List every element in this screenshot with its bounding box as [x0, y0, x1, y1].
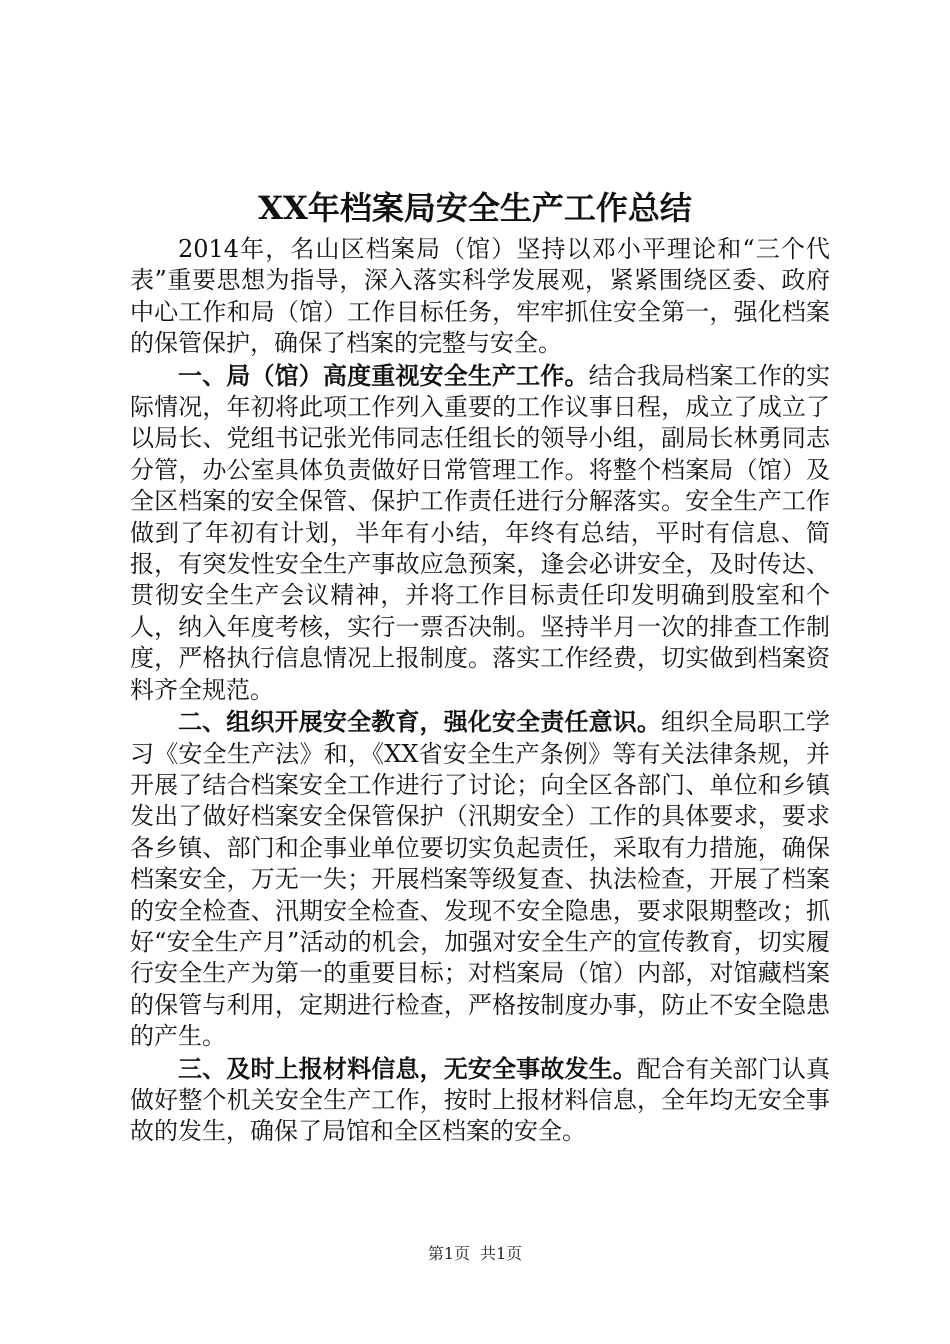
page-total: 共1页 — [480, 1244, 523, 1263]
page-footer — [0, 1243, 950, 1265]
paragraph-section-3 — [130, 1053, 830, 1148]
paragraph-intro — [130, 233, 830, 360]
paragraph-text: 2014年，名山区档案局（馆）坚持以邓小平理论和“三个代表”重要思想为指导，深入落实科学发展观，紧紧围绕区委、政府中心工作和局（馆）工作目标任务，牢牢抓住安全第一，强化档案的保管保护，确保了档案的完整与安全。 — [130, 235, 830, 358]
section-heading: 一、局（馆）高度重视安全生产工作。 — [178, 360, 589, 390]
document-body — [130, 233, 830, 1148]
section-heading: 二、组织开展安全教育，强化安全责任意识。 — [178, 707, 662, 737]
paragraph-section-1 — [130, 360, 830, 706]
document-title: XX年档案局安全生产工作总结 — [258, 189, 692, 227]
page-number: 第1页 — [427, 1244, 470, 1263]
paragraph-text: 配合有关部门认真做好整个机关安全生产工作，按时上报材料信息，全年均无安全事故的发生，确保了局馆和全区档案的安全。 — [130, 1054, 830, 1146]
paragraph-section-2 — [130, 706, 830, 1052]
paragraph-text: 组织全局职工学习《安全生产法》和，《XX省安全生产条例》等有关法律条规，并开展了结合档案安全工作进行了讨论；向全区各部门、单位和乡镇发出了做好档案安全保管保护（汛期安全）工作的具体要求，要求各乡镇、部门和企事业单位要切实负起责任，采取有力措施，确保档案安全，万无一失；开展档案等级复查、执法检查，开展了档案的安全检查、汛期安全检查、发现不安全隐患，要求限期整改；抓好“安全生产月”活动的机会，加强对安全生产的宣传教育，切实履行安全生产为第一的重要目标；对档案局（馆）内部，对馆藏档案的保管与利用，定期进行检查，严格按制度办事，防止不安全隐患的产生。 — [130, 708, 831, 1051]
paragraph-text: 结合我局档案工作的实际情况，年初将此项工作列入重要的工作议事日程，成立了成立了以局长、党组书记张光伟同志任组长的领导小组，副局长林勇同志分管，办公室具体负责做好日常管理工作。将整个档案局（馆）及全区档案的安全保管、保护工作责任进行分解落实。安全生产工作做到了年初有计划，半年有小结，年终有总结，平时有信息、简报，有突发性安全生产事故应急预案，逢会必讲安全，及时传达、贯彻安全生产会议精神，并将工作目标责任印发明确到股室和个人，纳入年度考核，实行一票否决制。坚持半月一次的排查工作制度，严格执行信息情况上报制度。落实工作经费，切实做到档案资料齐全规范。 — [130, 361, 831, 704]
section-heading: 三、及时上报材料信息，无安全事故发生。 — [178, 1053, 637, 1083]
